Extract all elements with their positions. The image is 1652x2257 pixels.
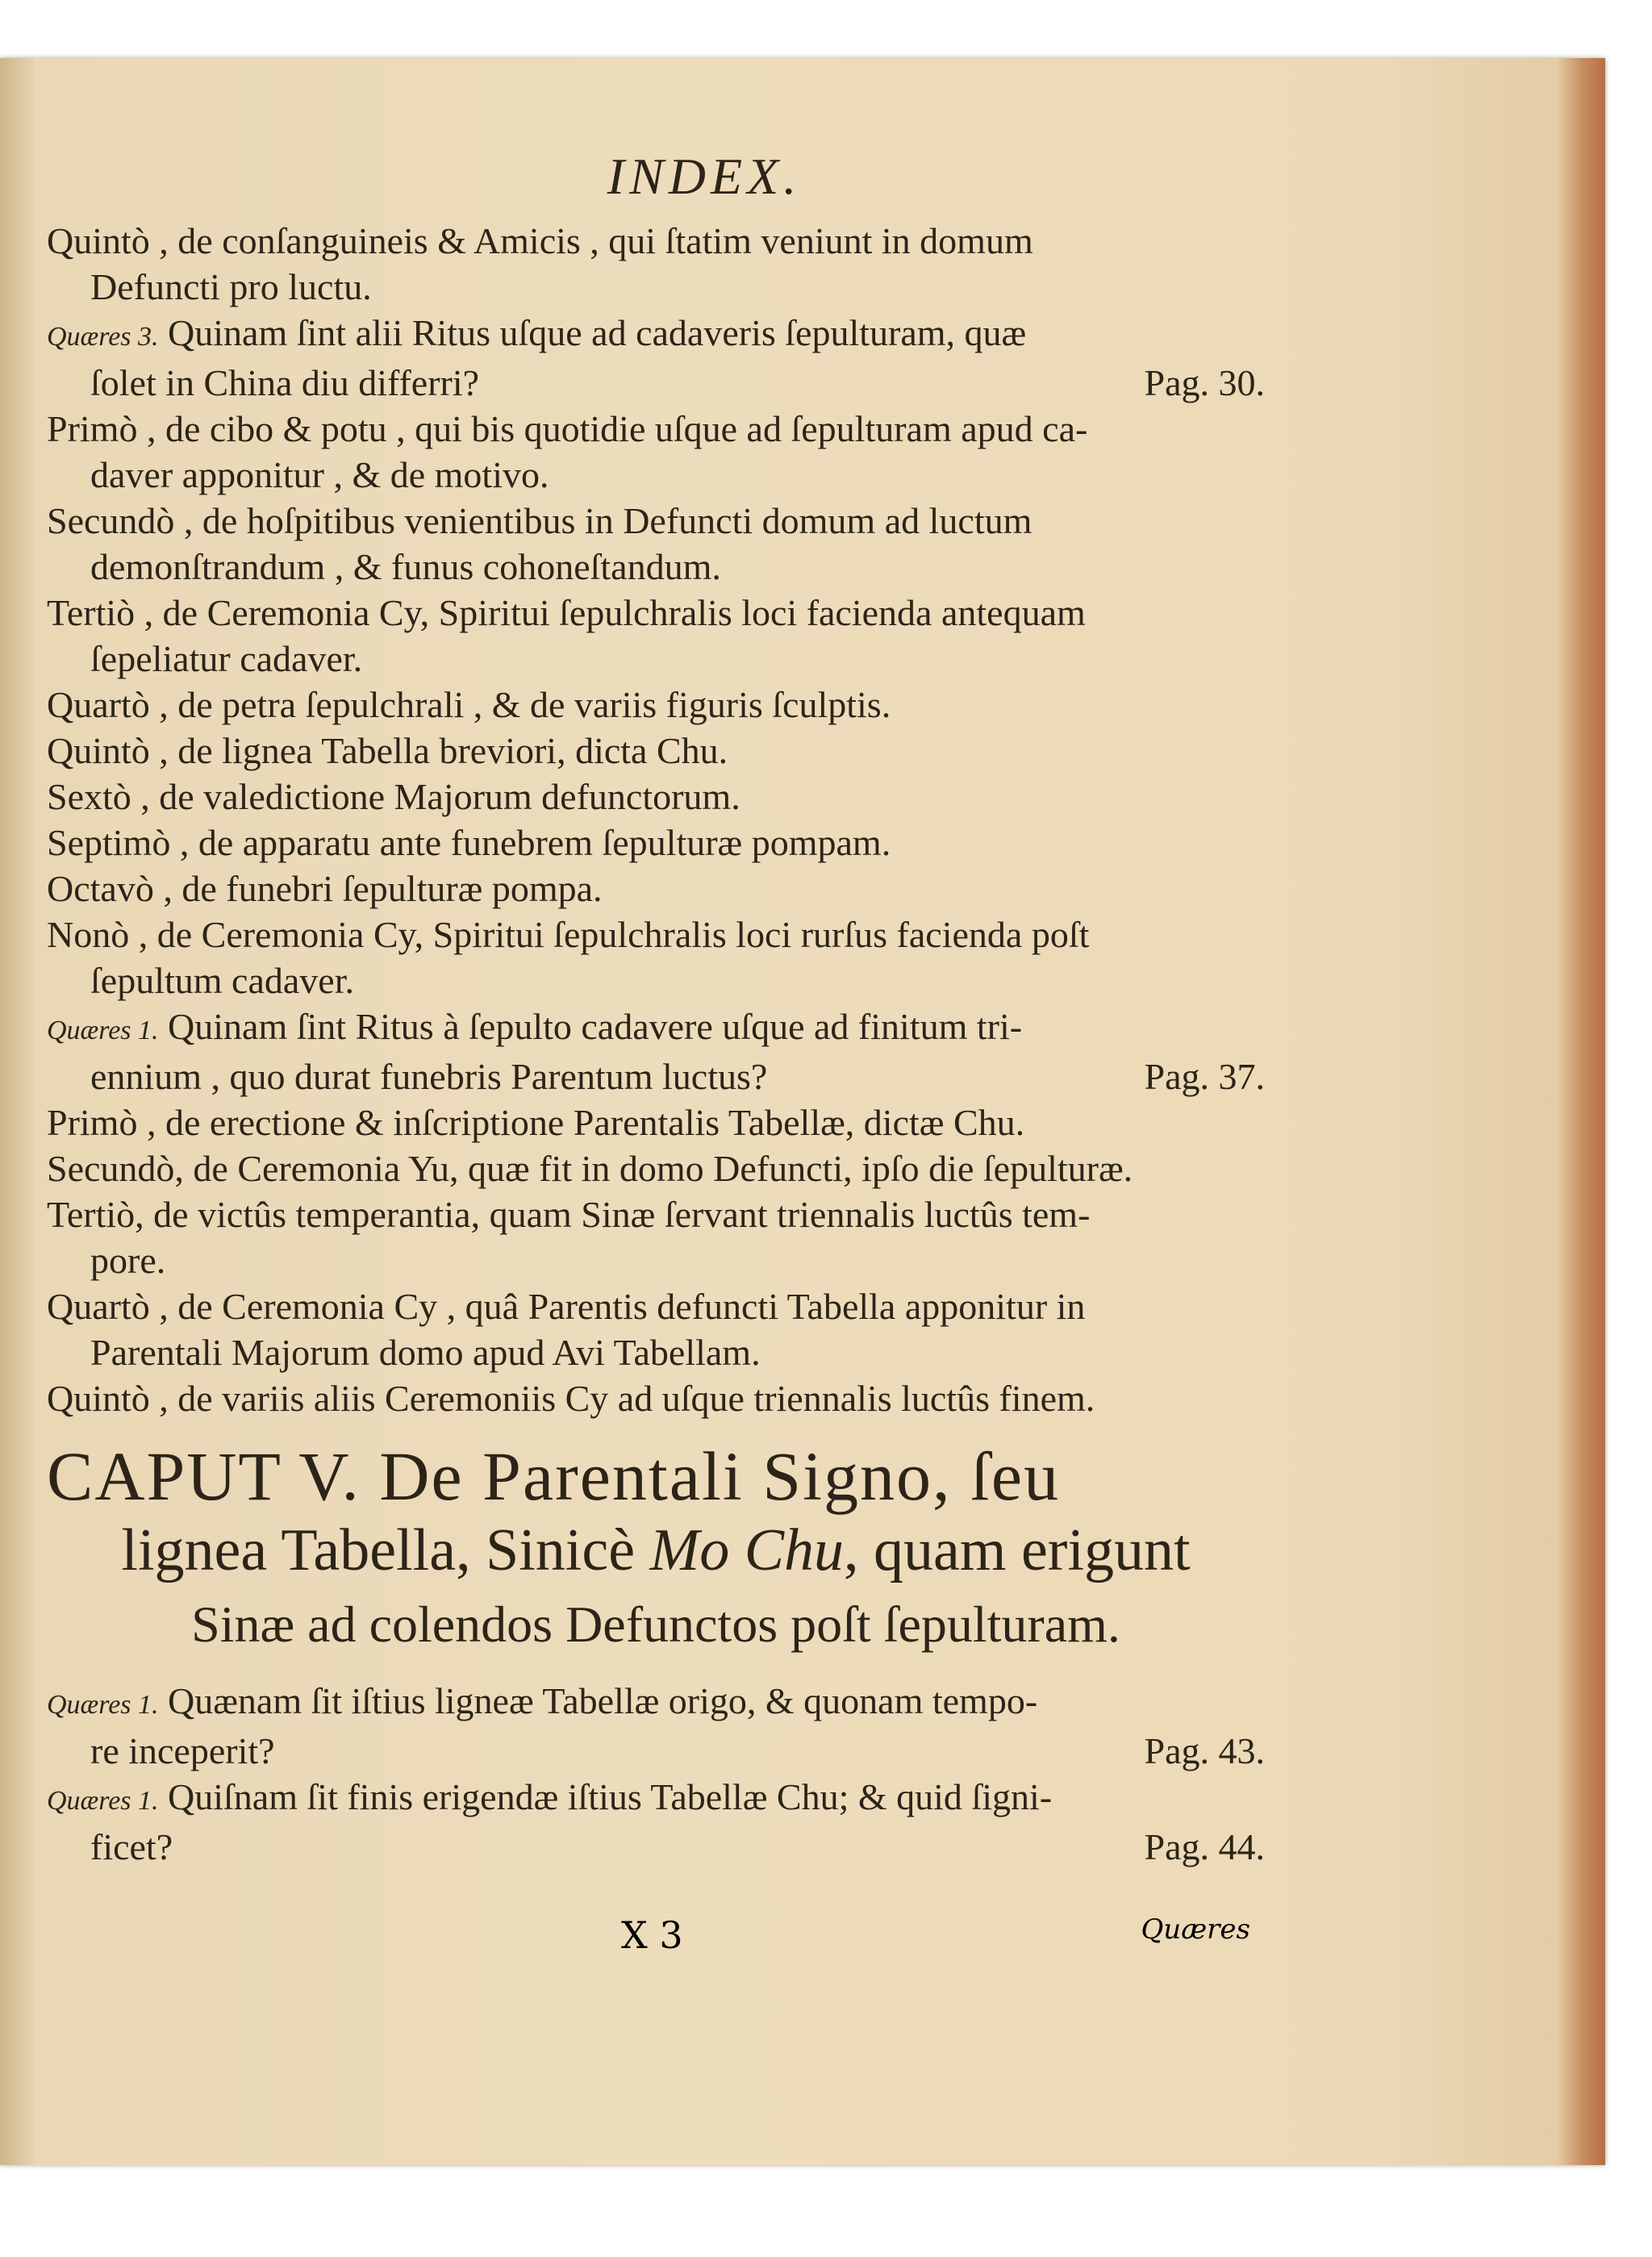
index-entry — [47, 912, 1265, 1003]
page-reference: Pag. 43. — [1144, 1730, 1265, 1771]
index-entry — [47, 406, 1265, 498]
index-entry — [47, 774, 1265, 820]
chapter-title-line1: CAPUT V. De Parentali Signo, ſeu — [47, 1437, 1061, 1515]
catchword: Quæres — [1141, 1913, 1250, 1946]
index-entry — [47, 590, 1265, 682]
entry-line1: Quartò , de petra ſepulchrali , & de variis figuris ſculptis. — [47, 684, 891, 725]
chapter-heading — [47, 1439, 1265, 1662]
entry-line2: daver apponitur , & de motivo. — [90, 454, 549, 495]
entry-line1: Quintò , de variis aliis Ceremoniis Cy ad uſque triennalis luctûs finem. — [47, 1378, 1095, 1419]
entry-line1: Tertiò, de victûs temperantia, quam Sinæ ſervant triennalis luctûs tem- — [47, 1194, 1091, 1235]
entry-line1: Quinam ſint Ritus à ſepulto cadavere uſque ad finitum tri- — [168, 1006, 1023, 1047]
entry-line2: Parentali Majorum domo apud Avi Tabellam. — [90, 1332, 761, 1373]
entry-line1: Primò , de cibo & potu , qui bis quotidie uſque ad ſepulturam apud ca- — [47, 408, 1088, 449]
entries-list-chapter5 — [47, 1678, 1265, 1870]
chapter-line2-italic: Mo Chu — [649, 1517, 845, 1583]
entry-line1: Quænam ſit iſtius ligneæ Tabellæ origo, & quonam tempo- — [168, 1680, 1038, 1721]
book-page — [0, 58, 1605, 2165]
index-entry — [47, 682, 1265, 728]
entry-line1: Quartò , de Ceremonia Cy , quâ Parentis defuncti Tabella apponitur in — [47, 1286, 1086, 1327]
index-entry — [47, 1145, 1265, 1191]
index-entry — [47, 1283, 1265, 1375]
entry-line1: Quintò , de conſanguineis & Amicis , qui ſtatim veniunt in domum — [47, 220, 1033, 261]
query-label: Quæres 1. — [47, 1690, 159, 1720]
index-text-block — [47, 147, 1265, 1870]
page-reference: Pag. 44. — [1144, 1826, 1265, 1867]
entries-list — [47, 218, 1265, 1421]
page-reference: Pag. 37. — [1144, 1056, 1265, 1097]
entry-line1: Quiſnam ſit finis erigendæ iſtius Tabellæ Chu; & quid ſigni- — [168, 1776, 1053, 1817]
entry-line2: ficet? — [90, 1826, 173, 1867]
page-binding-edge — [0, 58, 34, 2165]
entry-line2: pore. — [90, 1240, 166, 1281]
entry-line2: ennium , quo durat funebris Parentum luctus? — [90, 1056, 768, 1097]
chapter-title-line2 — [47, 1513, 1265, 1587]
entry-line1: Septimò , de apparatu ante funebrem ſepulturæ pompam. — [47, 822, 891, 863]
entry-line1: Octavò , de funebri ſepulturæ pompa. — [47, 868, 603, 909]
chapter-title-line3: Sinæ ad colendos Defunctos poſt ſepulturam. — [191, 1596, 1120, 1653]
chapter-line2-part-a: lignea Tabella, Sinicè — [121, 1517, 650, 1583]
entry-line1: Secundò , de hoſpitibus venientibus in Defuncti domum ad luctum — [47, 500, 1032, 541]
entry-line1: Quinam ſint alii Ritus uſque ad cadaveris ſepulturam, quæ — [168, 312, 1027, 353]
entry-line2: ſepeliatur cadaver. — [90, 638, 363, 679]
entry-line2: ſepultum cadaver. — [90, 960, 354, 1001]
chapter-line2-part-c: , quam erigunt — [844, 1517, 1191, 1583]
entry-line2: Defuncti pro luctu. — [90, 266, 372, 307]
index-entry — [47, 498, 1265, 590]
index-entry — [47, 1003, 1265, 1099]
query-label: Quæres 3. — [47, 322, 159, 352]
entry-line2: ſolet in China diu differri? — [90, 362, 480, 403]
query-label: Quæres 1. — [47, 1016, 159, 1045]
index-entry — [47, 728, 1265, 774]
entry-line1: Secundò, de Ceremonia Yu, quæ fit in domo Defuncti, ipſo die ſepulturæ. — [47, 1148, 1133, 1189]
entry-line1: Sextò , de valedictione Majorum defunctorum. — [47, 776, 740, 817]
index-entry — [47, 866, 1265, 912]
index-entry — [47, 218, 1265, 310]
index-entry — [47, 1678, 1265, 1774]
index-entry — [47, 1375, 1265, 1421]
index-entry — [47, 820, 1265, 866]
page-reference: Pag. 30. — [1144, 362, 1265, 403]
index-entry — [47, 1191, 1265, 1283]
signature-mark: X 3 — [621, 1913, 683, 1957]
entry-line2: demonſtrandum , & funus cohoneſtandum. — [90, 546, 721, 587]
index-entry — [47, 1774, 1265, 1870]
entry-line1: Nonò , de Ceremonia Cy, Spiritui ſepulchralis loci rurſus facienda poſt — [47, 914, 1090, 955]
index-entry — [47, 1099, 1265, 1145]
entry-line1: Tertiò , de Ceremonia Cy, Spiritui ſepulchralis loci facienda antequam — [47, 592, 1086, 633]
entry-line1: Primò , de erectione & inſcriptione Parentalis Tabellæ, dictæ Chu. — [47, 1102, 1025, 1143]
query-label: Quæres 1. — [47, 1786, 159, 1816]
entry-line1: Quintò , de lignea Tabella breviori, dicta Chu. — [47, 730, 728, 771]
entry-line2: re inceperit? — [90, 1730, 275, 1771]
page-heading: INDEX. — [607, 148, 802, 205]
index-entry — [47, 310, 1265, 406]
